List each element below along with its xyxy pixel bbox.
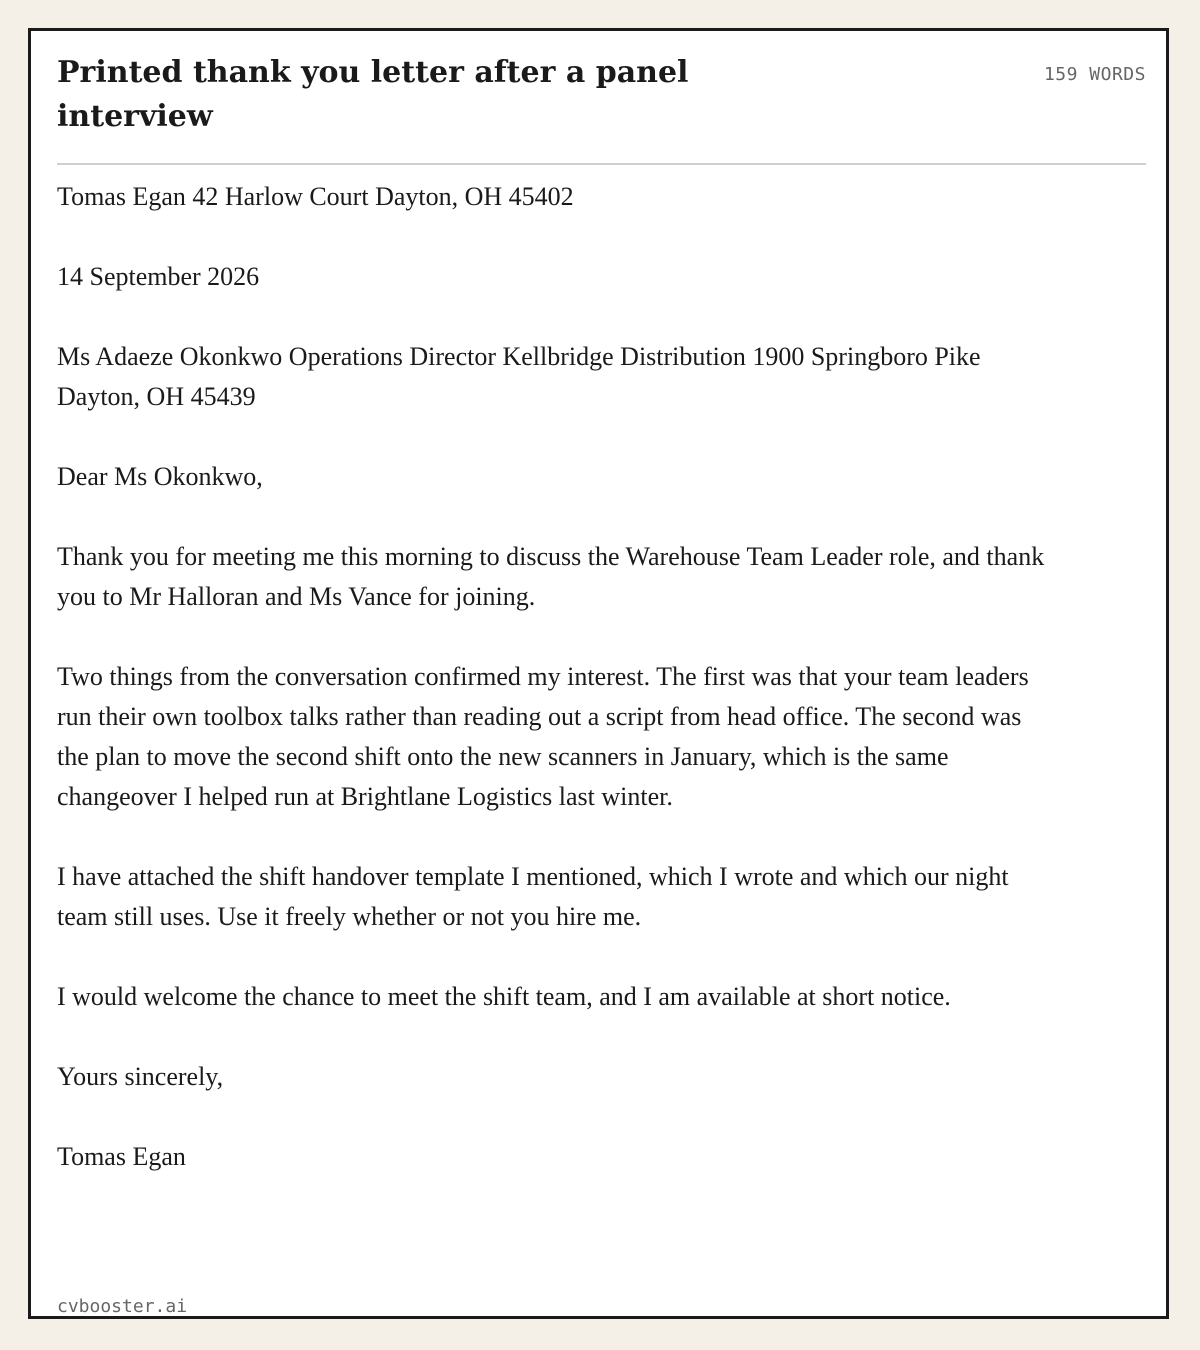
footer-brand: cvbooster.ai <box>57 1296 188 1317</box>
paragraph: I would welcome the chance to meet the shift team, and I am available at short notice. <box>57 982 951 1011</box>
closing: Yours sincerely, <box>57 1062 224 1091</box>
letter-body <box>57 177 1057 1177</box>
signature: Tomas Egan <box>57 1142 186 1171</box>
letter-card <box>28 28 1169 1319</box>
letter-header <box>57 51 1146 165</box>
recipient-address: Ms Adaeze Okonkwo Operations Director Kellbridge Distribution 1900 Springboro Pike Dayton, OH 45439 <box>57 342 981 411</box>
paragraph: Two things from the conversation confirmed my interest. The first was that your team leaders run their own toolbox talks rather than reading out a script from head office. The second was the plan to move the second shift onto the new scanners in January, which is the same changeover I helped run at Brightlane Logistics last winter. <box>57 662 1029 811</box>
salutation: Dear Ms Okonkwo, <box>57 462 263 491</box>
word-count-badge: 159 WORDS <box>1043 64 1146 85</box>
letter-date: 14 September 2026 <box>57 262 260 291</box>
sender-address: Tomas Egan 42 Harlow Court Dayton, OH 45402 <box>57 182 574 211</box>
page-title: Printed thank you letter after a panel interview <box>57 55 689 134</box>
paragraph: I have attached the shift handover template I mentioned, which I wrote and which our night team still uses. Use it freely whether or not you hire me. <box>57 862 1009 931</box>
paragraph: Thank you for meeting me this morning to discuss the Warehouse Team Leader role, and thank you to Mr Halloran and Ms Vance for joining. <box>57 542 1045 611</box>
